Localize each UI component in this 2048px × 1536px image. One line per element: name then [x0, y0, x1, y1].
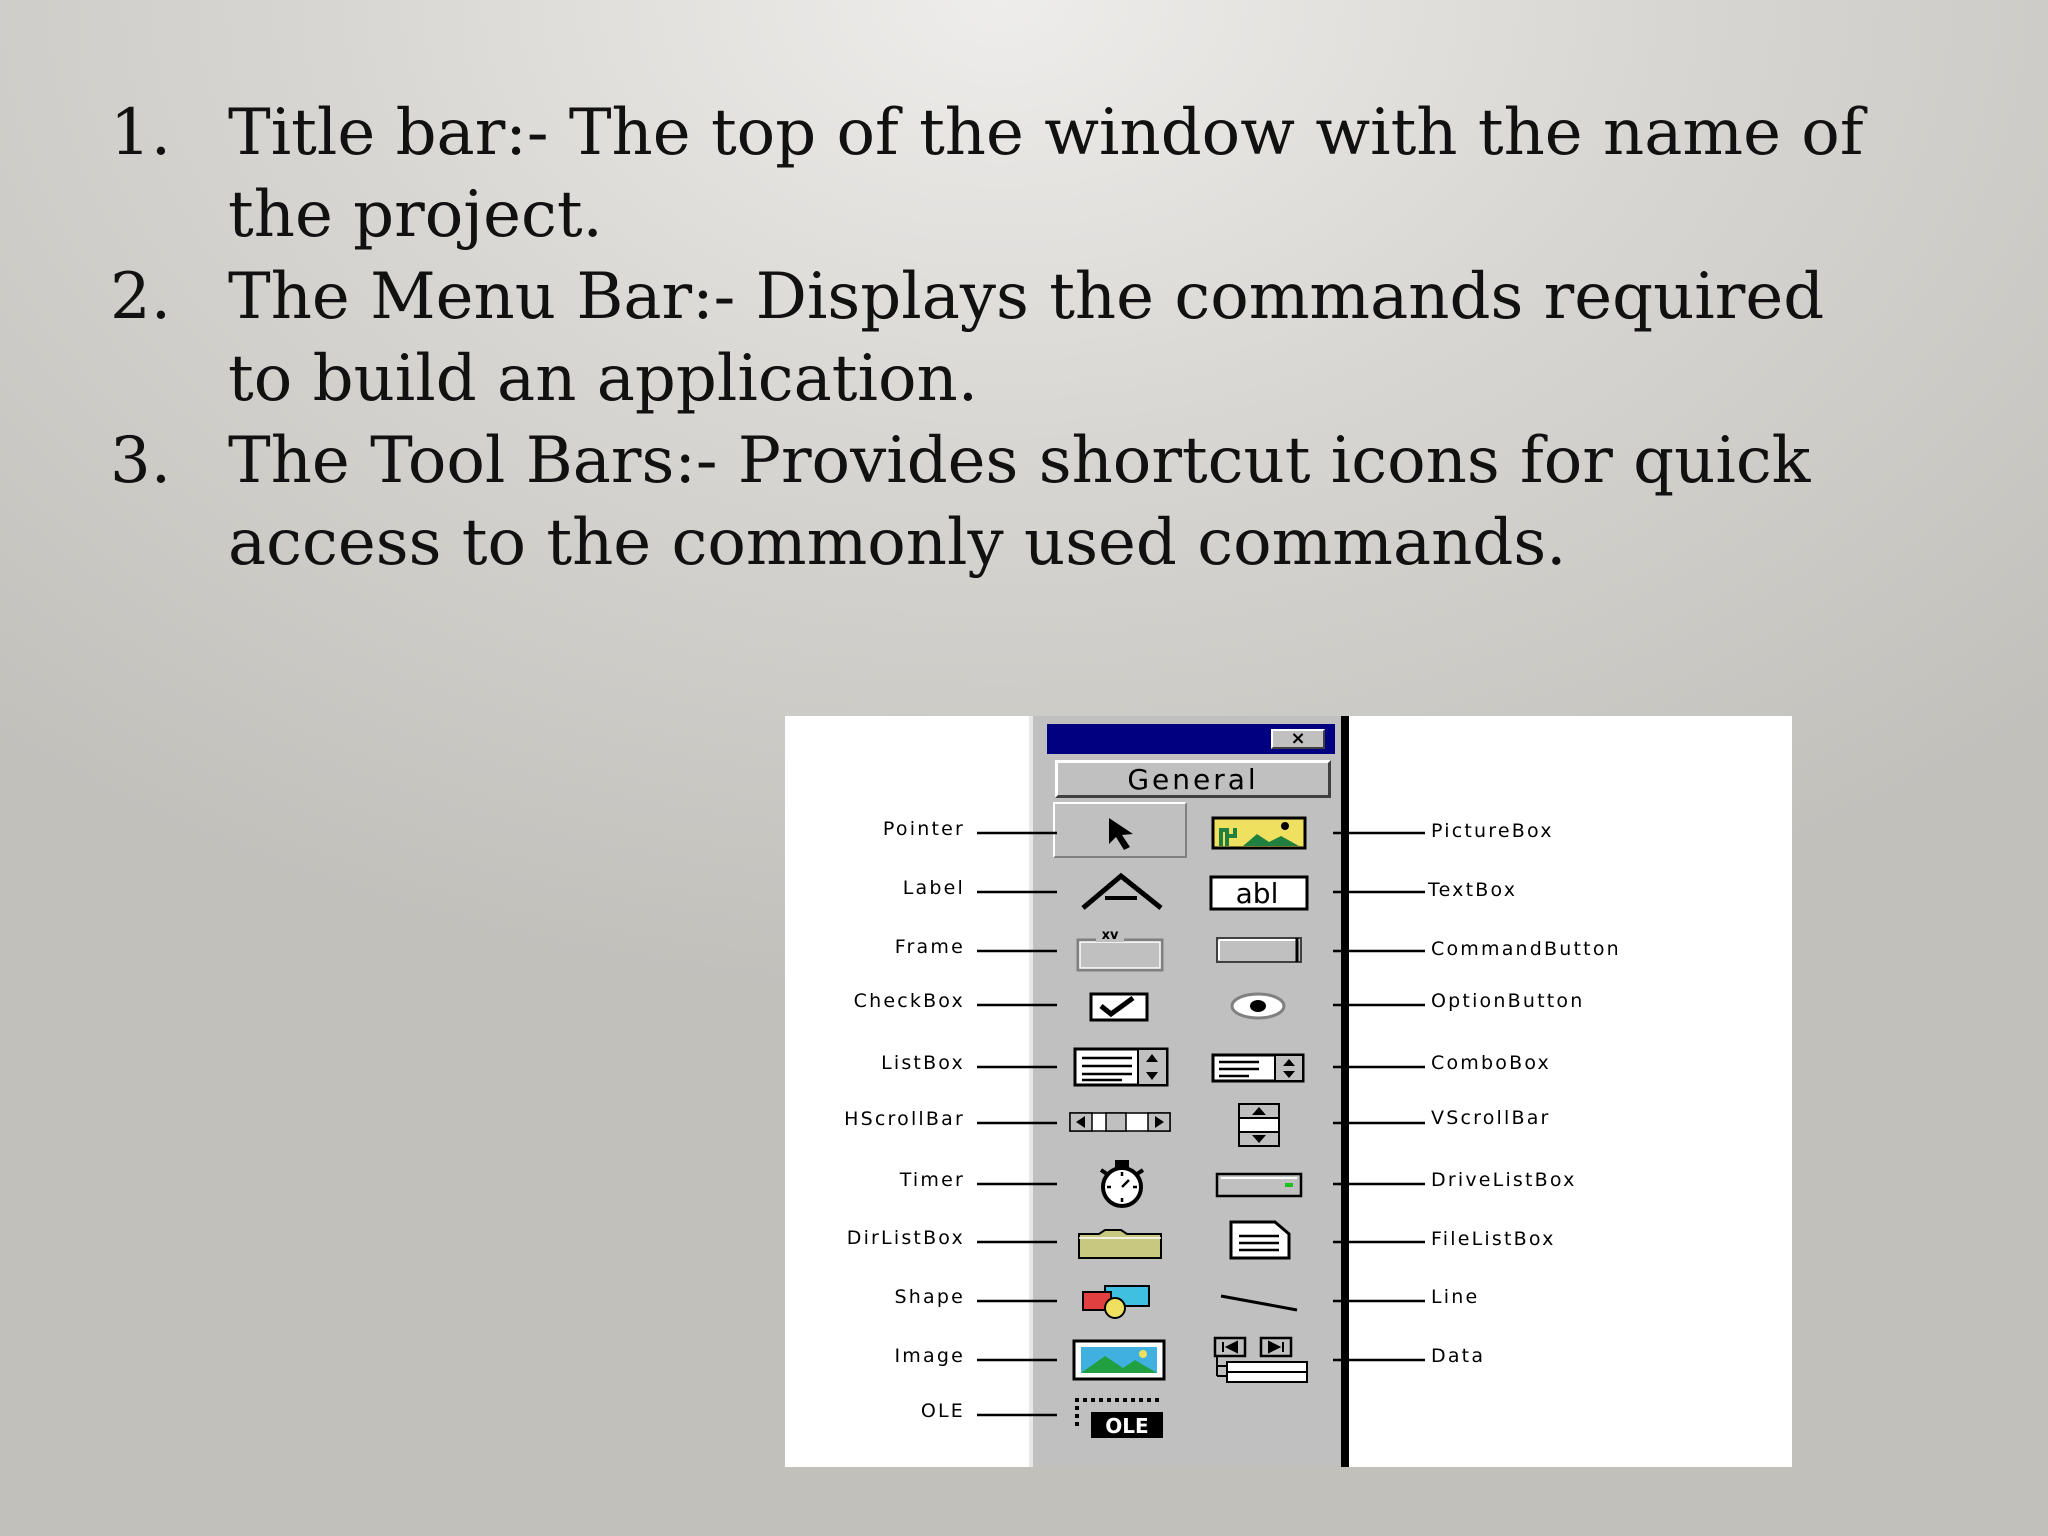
- label-ole: OLE: [920, 1400, 965, 1422]
- list-item: [110, 92, 1870, 256]
- label-timer: Timer: [899, 1169, 965, 1191]
- bullet-list: [110, 92, 1870, 584]
- label-textbox: TextBox: [1428, 879, 1518, 901]
- hscrollbar-icon[interactable]: [1068, 1110, 1174, 1136]
- listbox-icon[interactable]: [1072, 1046, 1172, 1088]
- ole-icon[interactable]: [1071, 1396, 1171, 1440]
- label-commandbutton: CommandButton: [1431, 938, 1621, 960]
- vscrollbar-icon[interactable]: [1235, 1102, 1283, 1148]
- frame-icon-text: xv: [1101, 928, 1119, 943]
- picturebox-icon[interactable]: [1209, 816, 1309, 852]
- list-number: 1.: [110, 96, 172, 170]
- list-number: 2.: [110, 260, 172, 334]
- label-image: Image: [894, 1345, 965, 1367]
- label-dirlistbox: DirListBox: [846, 1227, 965, 1249]
- label-drivelistbox: DriveListBox: [1431, 1169, 1577, 1191]
- label-shape: Shape: [894, 1286, 965, 1308]
- label-hscrollbar: HScrollBar: [844, 1108, 965, 1130]
- list-text: The Menu Bar:- Displays the commands required to build an application.: [228, 260, 1825, 416]
- filelistbox-icon[interactable]: [1225, 1218, 1295, 1262]
- general-tab[interactable]: General: [1055, 760, 1331, 798]
- label-vscrollbar: VScrollBar: [1431, 1107, 1551, 1129]
- label-picturebox: PictureBox: [1431, 820, 1554, 842]
- label-pointer: Pointer: [882, 818, 965, 840]
- toolbox-figure: [785, 716, 1792, 1467]
- label-listbox: ListBox: [881, 1052, 965, 1074]
- list-text: Title bar:- The top of the window with the name of the project.: [228, 96, 1864, 252]
- shape-icon[interactable]: [1079, 1282, 1159, 1320]
- checkbox-icon[interactable]: [1087, 990, 1153, 1024]
- label-filelistbox: FileListBox: [1431, 1228, 1556, 1250]
- drivelistbox-icon[interactable]: [1213, 1168, 1305, 1202]
- data-icon[interactable]: [1207, 1334, 1311, 1386]
- label-checkbox: CheckBox: [853, 990, 965, 1012]
- list-number: 3.: [110, 424, 172, 498]
- commandbutton-icon[interactable]: [1213, 934, 1307, 968]
- combobox-icon[interactable]: [1209, 1052, 1309, 1084]
- label-combobox: ComboBox: [1431, 1052, 1552, 1074]
- label-frame: Frame: [894, 936, 965, 958]
- label-data: Data: [1431, 1345, 1486, 1367]
- image-icon[interactable]: [1071, 1338, 1169, 1382]
- textbox-icon-text: abl: [1235, 877, 1279, 910]
- ole-icon-text: OLE: [1105, 1414, 1149, 1438]
- frame-icon[interactable]: [1070, 926, 1170, 974]
- optionbutton-icon[interactable]: [1225, 990, 1291, 1022]
- timer-icon[interactable]: [1075, 1158, 1169, 1208]
- list-item: [110, 420, 1870, 584]
- list-item: [110, 256, 1870, 420]
- textbox-icon[interactable]: [1205, 874, 1313, 912]
- pointer-icon[interactable]: [1103, 814, 1149, 854]
- label-a-icon[interactable]: [1077, 872, 1169, 912]
- line-icon[interactable]: [1215, 1290, 1305, 1316]
- label-line: Line: [1431, 1286, 1480, 1308]
- list-text: The Tool Bars:- Provides shortcut icons for quick access to the commonly used commands.: [228, 424, 1811, 580]
- label-optionbutton: OptionButton: [1431, 990, 1585, 1012]
- close-button[interactable]: ×: [1271, 729, 1325, 749]
- folder-icon[interactable]: [1073, 1226, 1169, 1262]
- label-label: Label: [902, 877, 965, 899]
